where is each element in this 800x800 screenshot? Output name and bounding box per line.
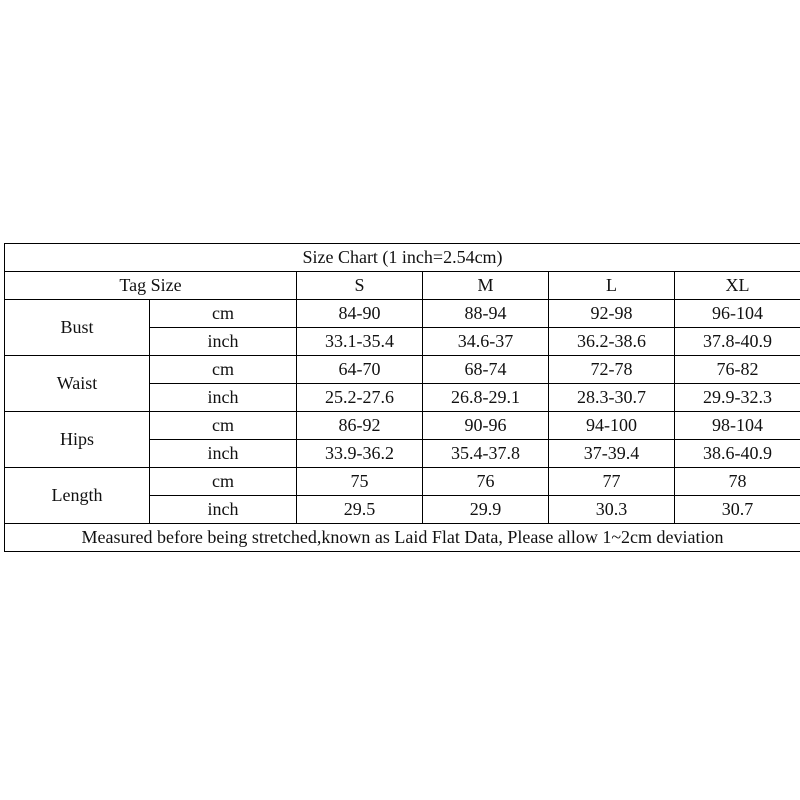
measure-label-waist: Waist: [5, 356, 150, 412]
table-cell: 36.2-38.6: [549, 328, 675, 356]
table-row: [5, 468, 800, 496]
unit-label: inch: [150, 328, 297, 356]
table-cell: 33.1-35.4: [297, 328, 423, 356]
table-cell: 75: [297, 468, 423, 496]
table-cell: 68-74: [423, 356, 549, 384]
table-cell: 84-90: [297, 300, 423, 328]
unit-label: cm: [150, 300, 297, 328]
table-cell: 92-98: [549, 300, 675, 328]
table-cell: 30.7: [675, 496, 800, 524]
table-cell: 37.8-40.9: [675, 328, 800, 356]
measure-label-length: Length: [5, 468, 150, 524]
table-cell: 37-39.4: [549, 440, 675, 468]
unit-label: cm: [150, 468, 297, 496]
table-cell: 94-100: [549, 412, 675, 440]
unit-label: cm: [150, 412, 297, 440]
unit-label: inch: [150, 496, 297, 524]
table-cell: 28.3-30.7: [549, 384, 675, 412]
table-cell: 35.4-37.8: [423, 440, 549, 468]
table-cell: 88-94: [423, 300, 549, 328]
table-cell: 30.3: [549, 496, 675, 524]
header-row: [5, 272, 800, 300]
table-cell: 90-96: [423, 412, 549, 440]
table-cell: 76-82: [675, 356, 800, 384]
tag-size-header: Tag Size: [5, 272, 297, 300]
table-row: [5, 356, 800, 384]
measure-label-bust: Bust: [5, 300, 150, 356]
unit-label: inch: [150, 384, 297, 412]
measurement-note: Measured before being stretched,known as Laid Flat Data, Please allow 1~2cm deviation: [5, 524, 800, 552]
unit-label: inch: [150, 440, 297, 468]
table-cell: 98-104: [675, 412, 800, 440]
size-header-s: S: [297, 272, 423, 300]
size-header-m: M: [423, 272, 549, 300]
table-row: [5, 300, 800, 328]
table-cell: 78: [675, 468, 800, 496]
table-cell: 26.8-29.1: [423, 384, 549, 412]
unit-label: cm: [150, 356, 297, 384]
table-cell: 29.9: [423, 496, 549, 524]
table-cell: 76: [423, 468, 549, 496]
size-chart-table: [4, 243, 800, 552]
table-cell: 86-92: [297, 412, 423, 440]
table-cell: 25.2-27.6: [297, 384, 423, 412]
table-row: [5, 412, 800, 440]
table-cell: 77: [549, 468, 675, 496]
table-cell: 33.9-36.2: [297, 440, 423, 468]
size-header-xl: XL: [675, 272, 800, 300]
size-header-l: L: [549, 272, 675, 300]
measure-label-hips: Hips: [5, 412, 150, 468]
table-cell: 72-78: [549, 356, 675, 384]
chart-title: Size Chart (1 inch=2.54cm): [5, 244, 800, 272]
table-cell: 96-104: [675, 300, 800, 328]
table-cell: 29.5: [297, 496, 423, 524]
note-row: [5, 524, 800, 552]
table-cell: 38.6-40.9: [675, 440, 800, 468]
table-cell: 64-70: [297, 356, 423, 384]
table-cell: 34.6-37: [423, 328, 549, 356]
title-row: [5, 244, 800, 272]
table-cell: 29.9-32.3: [675, 384, 800, 412]
